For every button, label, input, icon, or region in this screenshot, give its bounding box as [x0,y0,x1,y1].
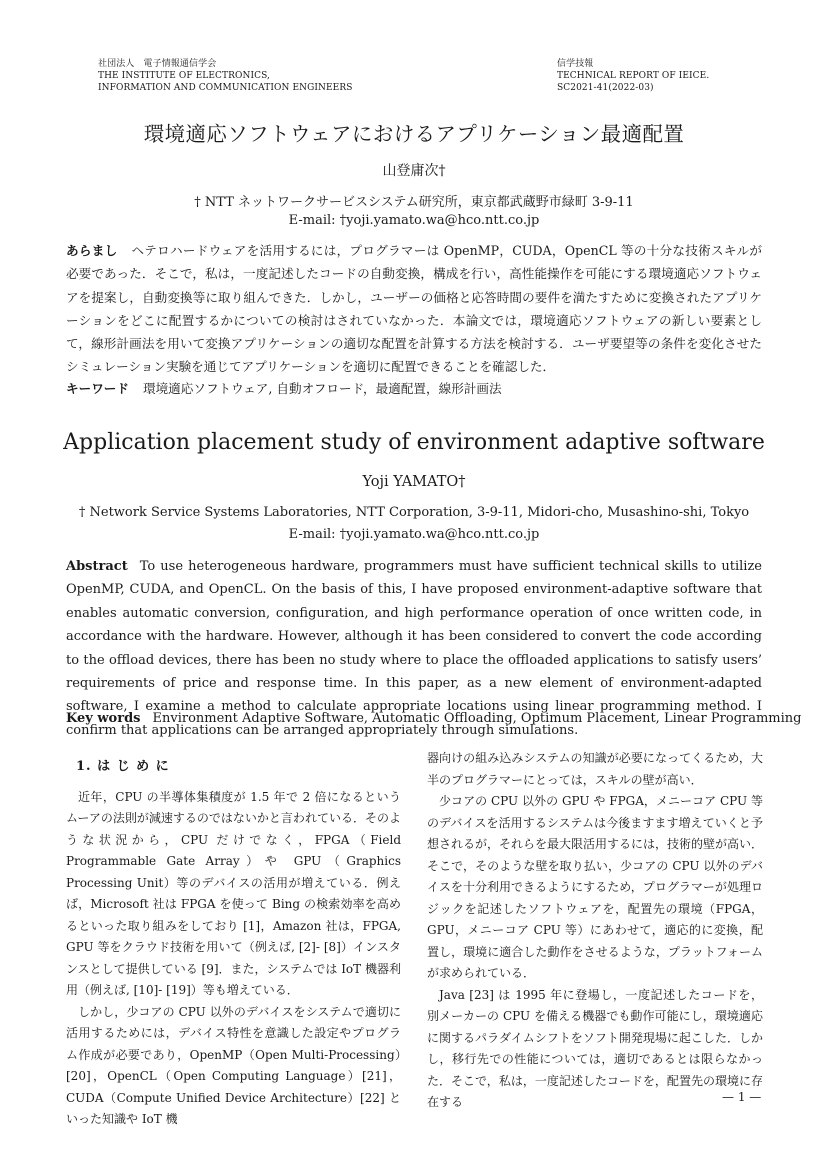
abstract-label-en: Abstract [66,559,128,574]
affiliation-ja: † NTT ネットワークサービスシステム研究所，東京都武蔵野市緑町 3-9-11 [194,195,634,210]
email-en: E-mail: †yoji.yamato.wa@hco.ntt.co.jp [288,527,540,542]
abstract-ja [66,239,762,379]
keywords-label-en: Key words [66,711,141,726]
report-number: SC2021-41(2022-03) [557,83,654,93]
society-header [98,58,353,94]
abstract-text-ja: ヘテロハードウェアを活用するには，プログラマーは OpenMP，CUDA，OpenCL 等の十分な技術スキルが必要であった．そこで，私は，一度記述したコードの自動変換，構成を行い，高性能操作を可能にする環境適応ソフトウェアを提案し，自動変換等に取り組んできた．しかし，ユーザーの価格と応答時間の要件を満たすために変換されたアプリケーションをどこに配置するかについての検討はされていなかった．本論文では，環境適応ソフトウェアの新しい要素として，線形計画法を用いて変換アプリケーションの適切な配置を計算する方法を検討する．ユーザ要望等の条件を変化させたシミュレーション実験を通じてアプリケーションを適切に配置できることを確認した． [66,243,763,375]
keywords-text-ja: 環境適応ソフトウェア, 自動オフロード，最適配置，線形計画法 [142,381,502,396]
email-ja: E-mail: †yoji.yamato.wa@hco.ntt.co.jp [288,213,540,228]
author-ja: 山登庸次† [382,163,446,179]
keywords-label-ja: キーワード [66,381,129,396]
page-number: — 1 — [722,1090,762,1104]
affiliation-en: † Network Service Systems Laboratories, NTT Corporation, 3-9-11, Midori-cho, Musashino-shi, Tokyo [78,505,750,520]
body-paragraph: 近年，CPU の半導体集積度が 1.5 年で 2 倍になるというムーアの法則が減速するのではないかと言われている．そのような状況から，CPU だけでなく，FPGA（Field Programmable Gate Array）や GPU（Graphics Processing Unit）等のデバイスの活用が増えている．例えば，Microsoft 社は FPGA を使って Bing の検索効率を高めるといった取り組みをしており [1]，Amazon 社は，FPGA, GPU 等をクラウド技術を用いて（例えば, [2]- [8]）インスタンスとして提供している [9]．また，システムでは IoT 機器利用（例えば, [10]- [19]）等も増えている． [66,789,401,997]
title-en: Application placement study of environment adaptive software [63,430,765,455]
body-column-left [66,748,401,1131]
section-heading: 1. は じ め に [76,759,170,774]
report-type-ja: 信学技報 [557,59,594,69]
title-ja: 環境適応ソフトウェアにおけるアプリケーション最適配置 [143,122,685,146]
body-paragraph: しかし，少コアの CPU 以外のデバイスをシステムで適切に活用するためには，デバイス特性を意識した設定やプログラム作成が必要であり，OpenMP（Open Multi-Processing）[20]，OpenCL（Open Computing Language）[21]，CUDA（Compute Unified Device Architecture）[22] といった知識や IoT 機 [66,1004,401,1126]
keywords-en [66,709,802,729]
keywords-text-en: Environment Adaptive Software, Automatic Offloading, Optimum Placement, Linear Programming [152,711,802,726]
abstract-text-en: To use heterogeneous hardware, programmers must have sufficient technical skills to utilize OpenMP, CUDA, and OpenCL. On the basis of this, I have proposed environment-adaptive software that enables automatic conversion, configuration, and high performance operation of once written code, in accordance with the hardware. However, although it has been considered to convert the code according to the offload devices, there has been no study where to place the offloaded applications to satisfy users’ requirements of price and response time. In this paper, as a new element of environment-adapted software, I examine a method to calculate appropriate locations using linear programming method. I confirm that applications can be arranged appropriately through simulations. [66,559,762,738]
society-name-en-2: INFORMATION AND COMMUNICATION ENGINEERS [98,83,353,93]
body-paragraph: Java [23] は 1995 年に登場し，一度記述したコードを，別メーカーの CPU を備える機器でも動作可能にし，環境適応に関するパラダイムシフトをソフト開発現場に起こした．しかし，移行先での性能については，適切であるとは限らなかった．そこで，私は，一度記述したコードを，配置先の環境に存在する [427,987,763,1109]
society-name-ja: 社団法人 電子情報通信学会 [98,59,217,69]
body-paragraph: 少コアの CPU 以外の GPU や FPGA，メニーコア CPU 等のデバイスを活用するシステムは今後ますます増えていくと予想されるが，それらを最大限活用するには，技術的壁が高い．そこで，そのような壁を取り払い，少コアの CPU 以外のデバイスを十分利用できるようにするため，プログラマーが処理ロジックを記述したソフトウェアを，配置先の環境（FPGA，GPU，メニーコア CPU 等）にあわせて，適応的に変換，配置し，環境に適合した動作をさせるような，プラットフォームが求められている． [427,794,764,980]
abstract-label-ja: あらまし [66,243,118,258]
society-name-en-1: THE INSTITUTE OF ELECTRONICS, [98,71,271,81]
report-header [557,58,709,94]
body-column-right [427,748,763,1114]
keywords-ja [66,377,762,400]
report-type-en: TECHNICAL REPORT OF IEICE. [557,71,710,81]
body-paragraph: 器向けの組み込みシステムの知識が必要になってくるため，大半のプログラマーにとっては，スキルの壁が高い． [427,751,763,787]
author-en: Yoji YAMATO† [362,474,466,490]
